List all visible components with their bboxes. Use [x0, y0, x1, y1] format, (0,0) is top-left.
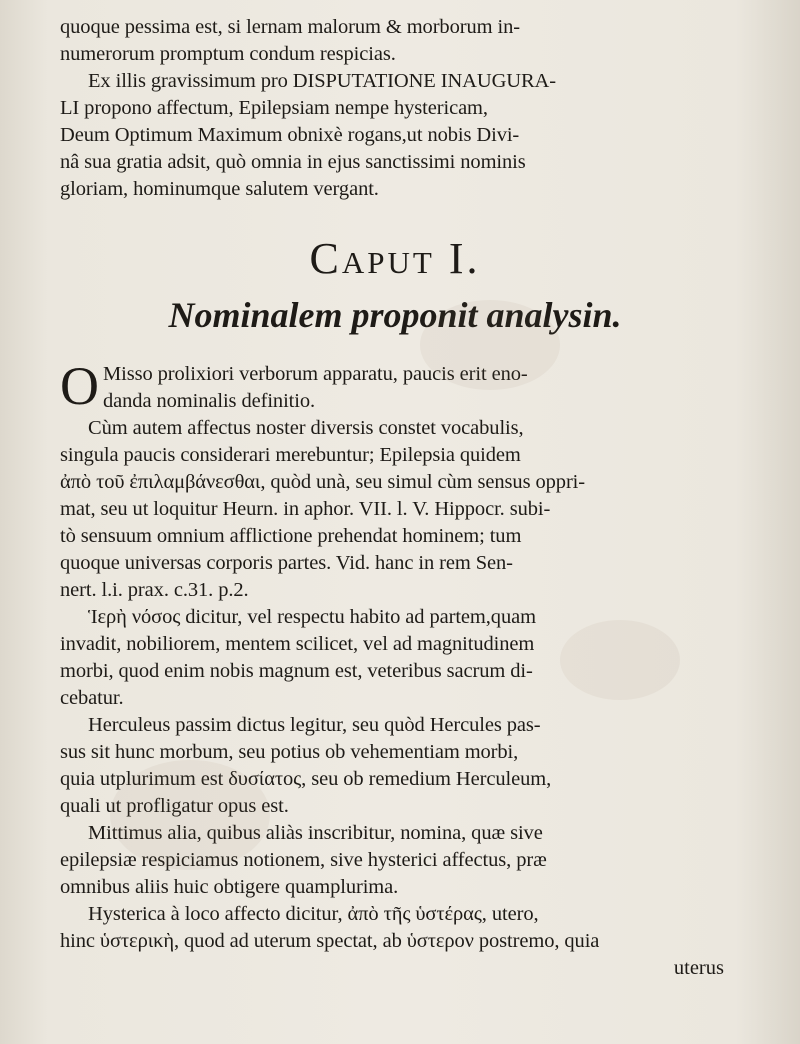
body-line: Cùm autem affectus noster diversis constet vocabulis,: [88, 417, 524, 439]
body-line: hinc ὑστερικὴ, quod ad uterum spectat, ab ὑστερον postremo, quia: [60, 930, 600, 952]
body-line: tò sensuum omnium afflictione prehendat hominem; tum: [60, 525, 522, 547]
body-line: Herculeus passim dictus legitur, seu quòd Hercules pas-: [88, 714, 541, 736]
intro-paragraph: [60, 14, 730, 203]
intro-line: quoque pessima est, si lernam malorum & morborum in-: [60, 16, 520, 38]
body-line: quia utplurimum est δυσίατος, seu ob remedium Herculeum,: [60, 768, 552, 790]
paragraph-mittimus: [60, 820, 730, 901]
chapter-heading: Caput I.: [309, 234, 481, 283]
intro-line: Ex illis gravissimum pro DISPUTATIONE INAUGURA-: [88, 70, 556, 92]
intro-line: nâ sua gratia adsit, quò omnia in ejus sanctissimi nominis: [60, 151, 526, 173]
intro-line: gloriam, hominumque salutem vergant.: [60, 178, 379, 200]
paragraph-herculeus: [60, 712, 730, 820]
paragraph-definition: [60, 361, 730, 415]
body-line: mat, seu ut loquitur Heurn. in aphor. VII. l. V. Hippocr. subi-: [60, 498, 551, 520]
body-line: ἀπὸ τοῦ ἐπιλαμβάνεσθαι, quòd unà, seu simul cùm sensus oppri-: [60, 471, 585, 493]
body-line: Ἱερὴ νόσος dicitur, vel respectu habito ad partem,quam: [88, 606, 536, 628]
chapter-subtitle: Nominalem proponit analysin.: [168, 295, 622, 335]
paragraph-hiera-nosos: [60, 604, 730, 712]
body-line: quali ut profligatur opus est.: [60, 795, 289, 817]
body-line: nert. l.i. prax. c.31. p.2.: [60, 579, 249, 601]
intro-line: LI propono affectum, Epilepsiam nempe hystericam,: [60, 97, 488, 119]
paragraph-epilepsia: [60, 415, 730, 604]
body-line: epilepsiæ respiciamus notionem, sive hysterici affectus, præ: [60, 849, 547, 871]
body-line: Hysterica à loco affecto dicitur, ἀπὸ τῆς ὑστέρας, utero,: [88, 903, 539, 925]
body-line: Misso prolixiori verborum apparatu, paucis erit eno-: [103, 363, 528, 385]
body-line: omnibus aliis huic obtigere quamplurima.: [60, 876, 399, 898]
body-line: morbi, quod enim nobis magnum est, veteribus sacrum di-: [60, 660, 533, 682]
paragraph-hysterica: [60, 901, 730, 955]
body-line: invadit, nobiliorem, mentem scilicet, vel ad magnitudinem: [60, 633, 535, 655]
body-line: singula paucis considerari merebuntur; Epilepsia quidem: [60, 444, 521, 466]
intro-line: Deum Optimum Maximum obnixè rogans,ut nobis Divi-: [60, 124, 520, 146]
drop-cap: O: [60, 361, 99, 415]
intro-line: numerorum promptum condum respicias.: [60, 43, 396, 65]
catchword: uterus: [673, 957, 724, 979]
body-line: cebatur.: [60, 687, 124, 709]
body-line: Mittimus alia, quibus aliàs inscribitur, nomina, quæ sive: [88, 822, 543, 844]
body-line: danda nominalis definitio.: [103, 390, 316, 412]
body-line: quoque universas corporis partes. Vid. hanc in rem Sen-: [60, 552, 513, 574]
body-line: sus sit hunc morbum, seu potius ob vehementiam morbi,: [60, 741, 519, 763]
